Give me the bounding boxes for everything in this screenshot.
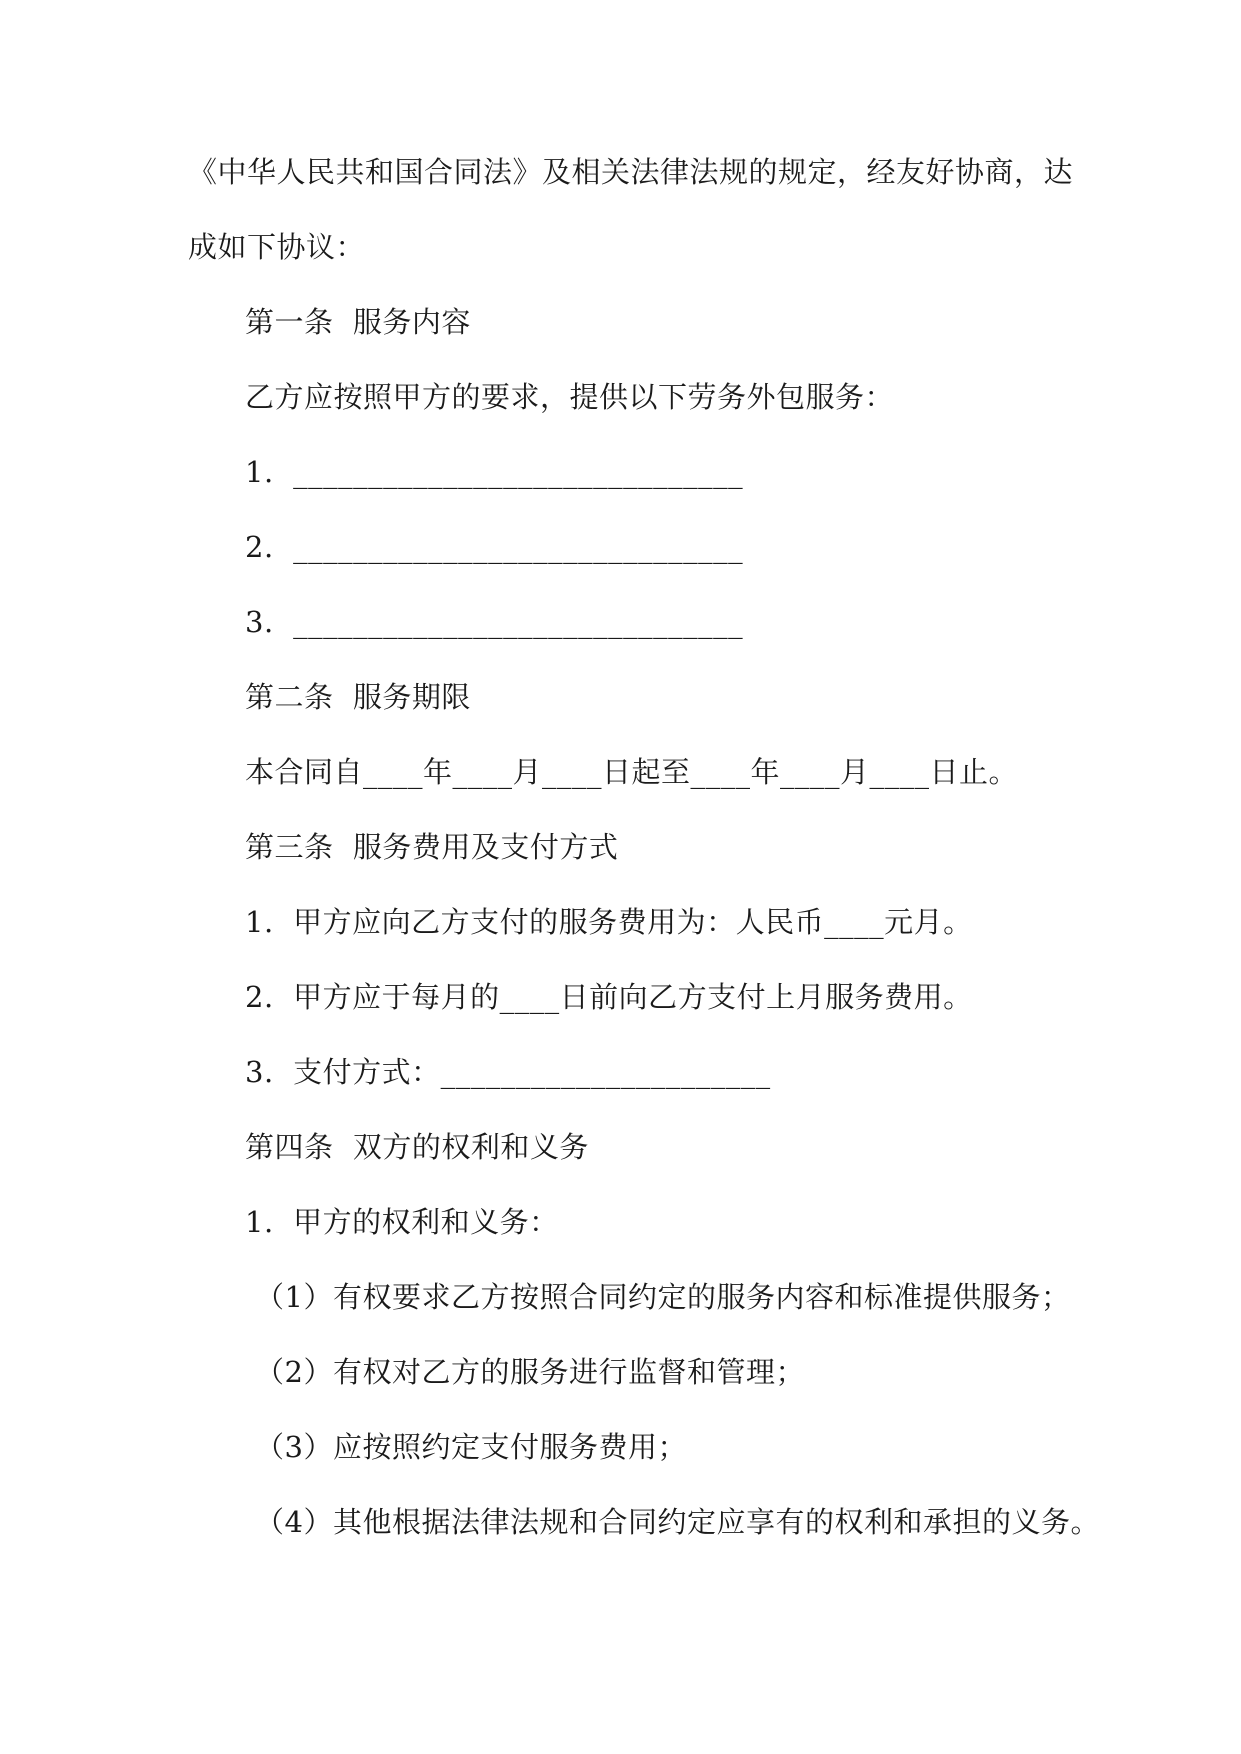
article-3-item-1: 1. 甲方应向乙方支付的服务费用为：人民币____元月。 [245,905,973,939]
intro-line-1: 《中华人民共和国合同法》及相关法律法规的规定，经友好协商，达 [188,155,1074,189]
article-2-text: 本合同自____年____月____日起至____年____月____日止。 [245,755,1019,789]
article-3-item-2: 2. 甲方应于每月的____日前向乙方支付上月服务费用。 [245,980,973,1014]
article-1-item-3: 3. ______________________________ [245,605,744,639]
article-4-heading: 第四条 双方的权利和义务 [245,1130,589,1164]
article-2-heading: 第二条 服务期限 [245,680,471,714]
article-4-clause-1: （1）有权要求乙方按照合同约定的服务内容和标准提供服务； [255,1280,1071,1314]
article-1-item-1: 1. ______________________________ [245,455,744,489]
article-4-clause-3: （3）应按照约定支付服务费用； [255,1430,687,1464]
article-1-item-2: 2. ______________________________ [245,530,744,564]
article-4-clause-4: （4）其他根据法律法规和合同约定应享有的权利和承担的义务。 [255,1505,1100,1539]
article-1-heading: 第一条 服务内容 [245,305,471,339]
article-3-item-3: 3. 支付方式：______________________ [245,1055,771,1089]
article-4-clause-2: （2）有权对乙方的服务进行监督和管理； [255,1355,805,1389]
article-4-sub-1: 1. 甲方的权利和义务： [245,1205,559,1239]
article-1-lead: 乙方应按照甲方的要求，提供以下劳务外包服务： [245,380,895,414]
intro-line-2: 成如下协议： [188,230,366,264]
article-3-heading: 第三条 服务费用及支付方式 [245,830,619,864]
